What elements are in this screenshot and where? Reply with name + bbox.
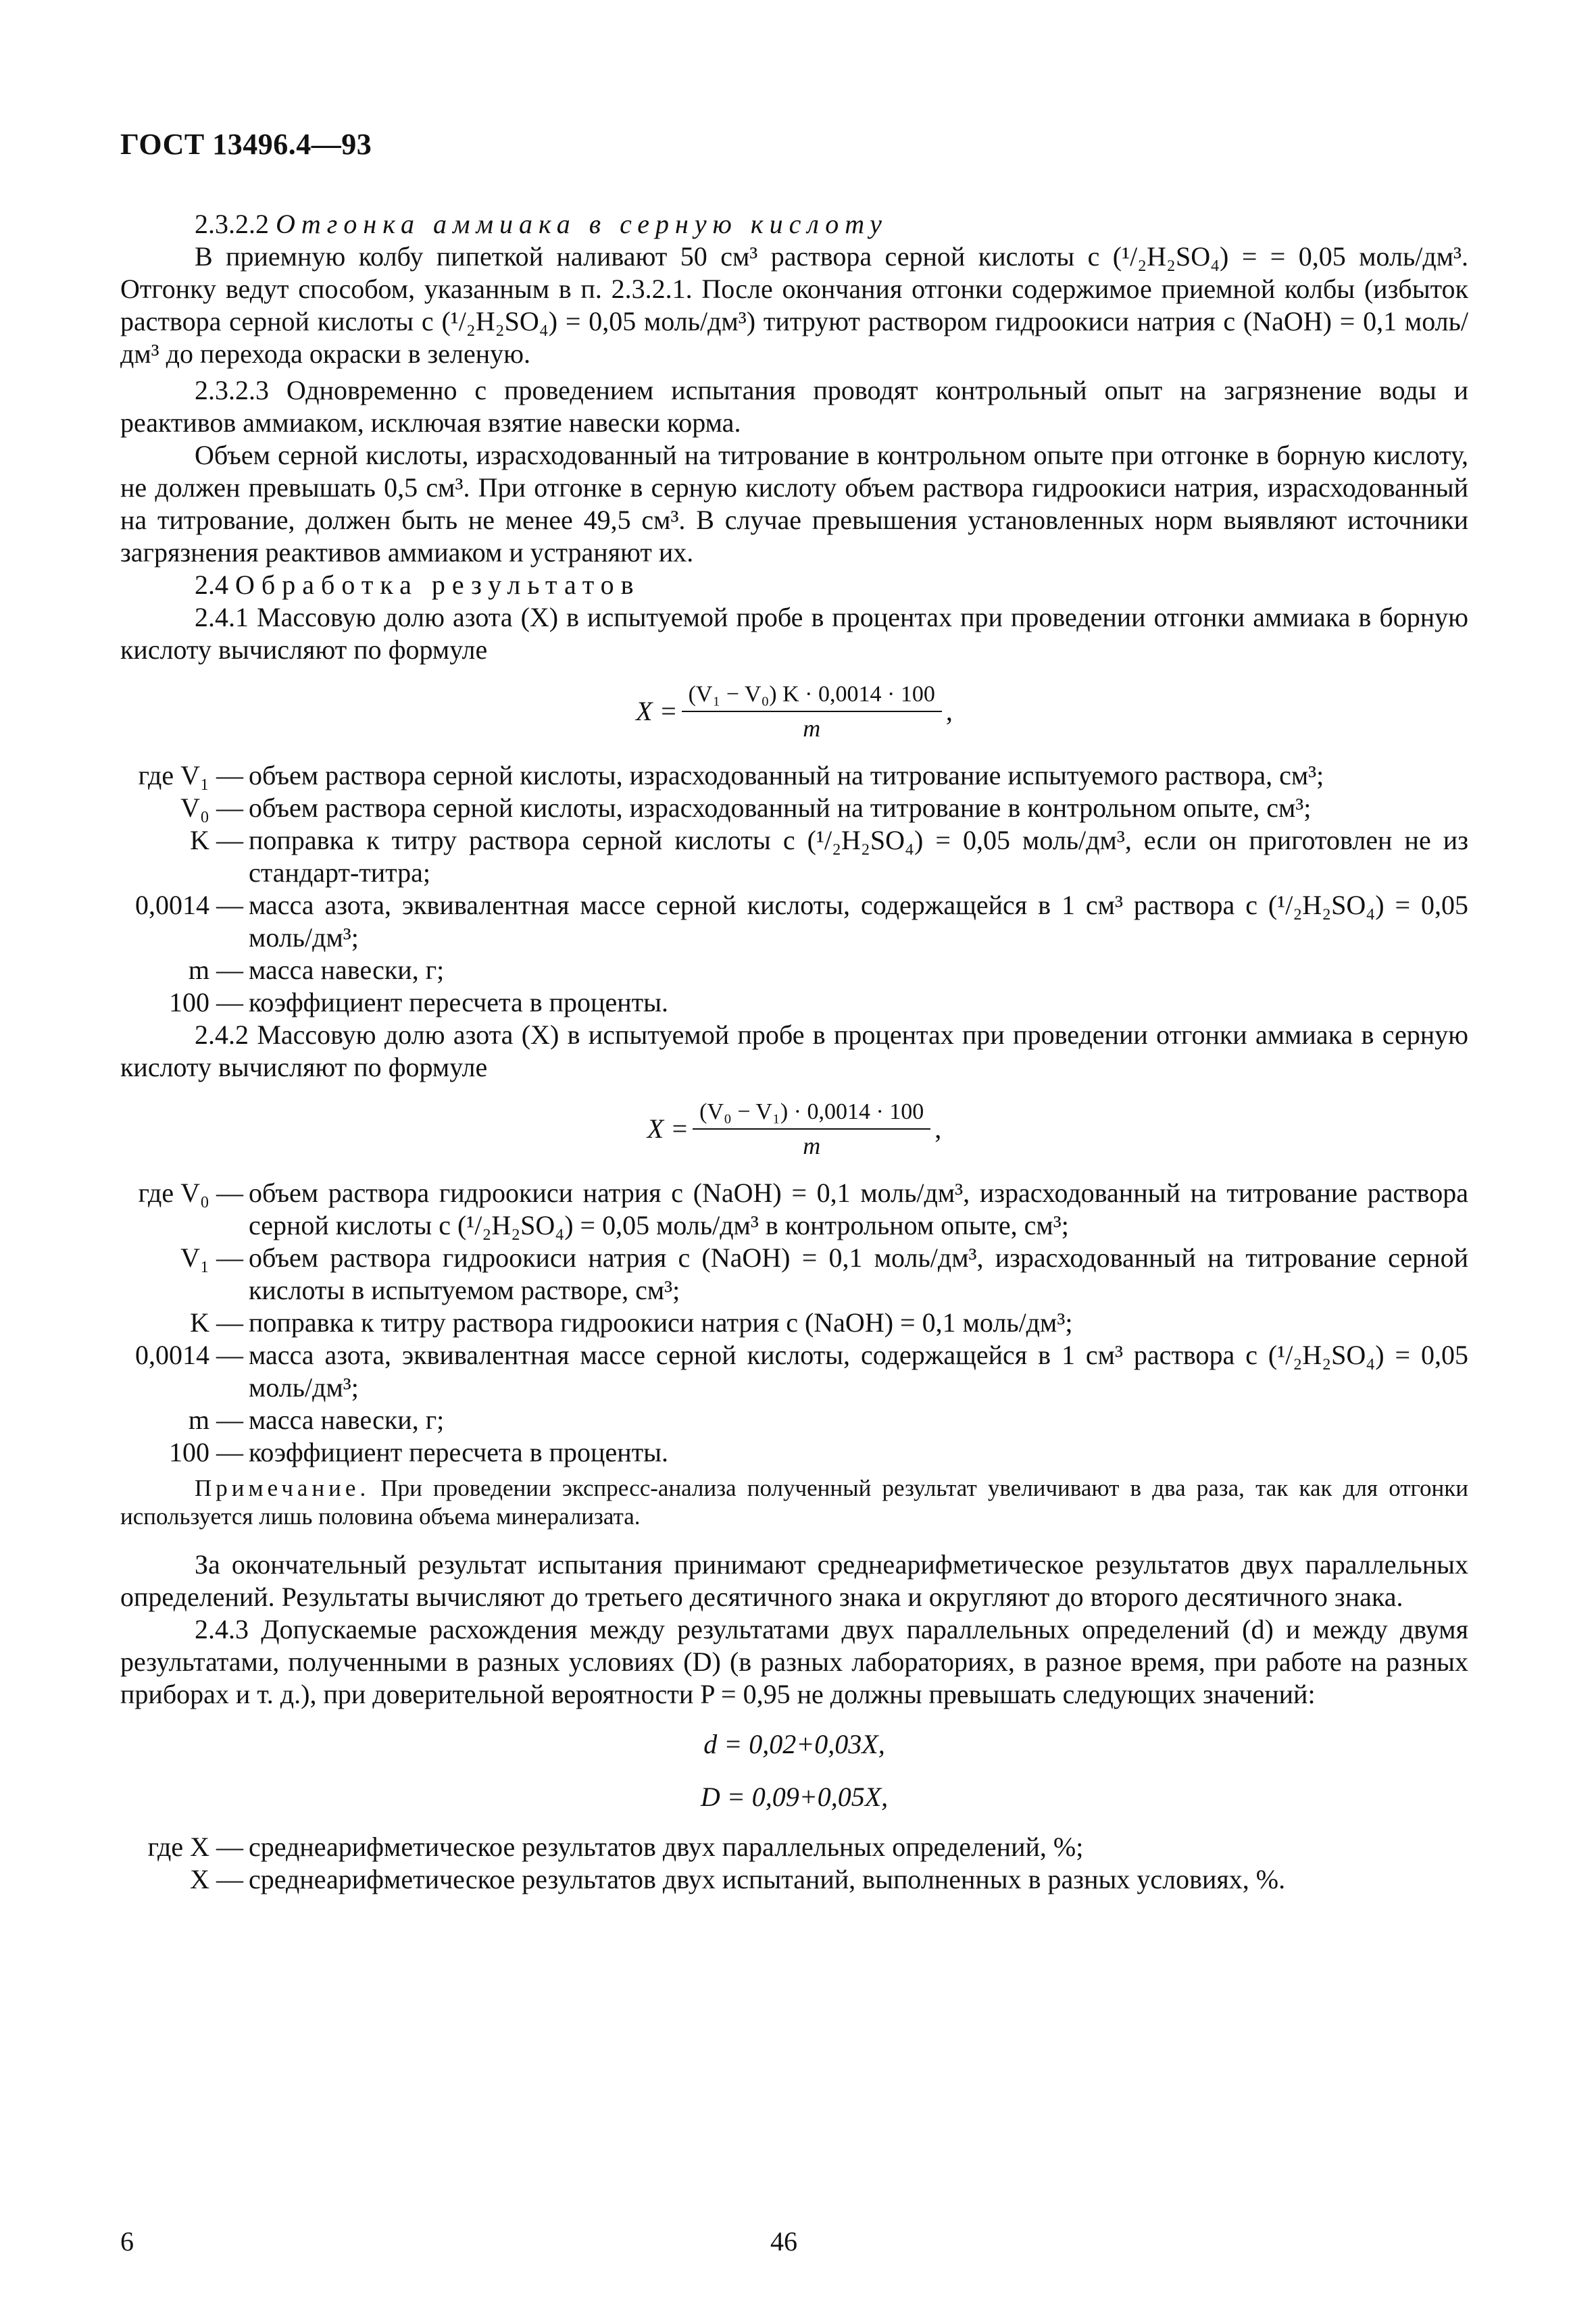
formula-numerator: (V₁ − V₀) K · 0,0014 · 100 — [682, 681, 942, 712]
legend-243 — [120, 1831, 1468, 1896]
section-243-text: 2.4.3 Допускаемые расхождения между результатами двух параллельных определений (d) и между двумя результатами, полученными в разных условиях (D) (в разных лабораториях, в разное время, при работе на разных приборах и т. д.), при доверительной вероятности P = 0,95 не должны превышать следующих значений: — [120, 1614, 1468, 1709]
legend-desc: поправка к титру раствора серной кислоты c (¹/₂H₂SO₄) = 0,05 моль/дм³, если он приготовлен не из стандарт-титра; — [249, 825, 1468, 888]
section-2322-heading — [120, 208, 1468, 241]
legend-desc: объем раствора серной кислоты, израсходованный на титрование в контрольном опыте, см³; — [249, 793, 1312, 823]
legend-term: 100 — — [169, 987, 243, 1017]
legend-242 — [120, 1177, 1468, 1469]
legend-term: V₀ — — [180, 793, 243, 823]
legend-term: 100 — — [169, 1437, 243, 1467]
legend-desc: поправка к титру раствора гидроокиси натрия c (NaOH) = 0,1 моль/дм³; — [249, 1307, 1073, 1338]
legend-term: X — — [190, 1864, 243, 1894]
formula-tail: , — [945, 696, 953, 726]
note-text: При проведении экспресс-анализа полученный результат увеличивают в два раза, так как для отгонки используется лишь половина объема минерализата. — [120, 1475, 1468, 1530]
legend-term: 0,0014 — — [135, 890, 243, 920]
legend-desc: объем раствора гидроокиси натрия c (NaOH) = 0,1 моль/дм³, израсходованный на титрование серной кислоты в испытуемом растворе, см³; — [249, 1242, 1468, 1305]
legend-desc: масса навески, г; — [249, 955, 445, 985]
legend-term: где V₁ — — [138, 760, 243, 790]
section-242-text: 2.4.2 Массовую долю азота (X) в испытуемой пробе в процентах при проведении отгонки аммиака в серную кислоту вычисляют по формуле — [120, 1020, 1468, 1082]
section-number: 2.4 — [195, 570, 228, 600]
section-title: Отгонка аммиака в серную кислоту — [276, 209, 888, 239]
legend-term: m — — [188, 955, 243, 985]
legend-term: 0,0014 — — [135, 1340, 243, 1370]
formula-denominator: m — [803, 715, 821, 742]
legend-desc: масса азота, эквивалентная массе серной кислоты, содержащейся в 1 см³ раствора c (¹/₂H₂SO₄) = 0,05 моль/дм³; — [249, 1340, 1468, 1403]
legend-term: где V₀ — — [138, 1178, 243, 1208]
legend-desc: среднеарифметическое результатов двух испытаний, выполненных в разных условиях, %. — [249, 1864, 1286, 1894]
legend-desc: объем раствора серной кислоты, израсходованный на титрование испытуемого раствора, см³; — [249, 760, 1324, 790]
legend-desc: коэффициент пересчета в проценты. — [249, 987, 668, 1017]
section-241-text: 2.4.1 Массовую долю азота (X) в испытуемой пробе в процентах при проведении отгонки аммиака в борную кислоту вычисляют по формуле — [120, 602, 1468, 665]
section-24-heading — [120, 569, 1468, 601]
formula-fraction — [693, 1099, 930, 1159]
formula-lhs: X = — [636, 696, 678, 726]
page-number-left: 6 — [120, 2226, 134, 2257]
note-paragraph — [120, 1474, 1468, 1531]
legend-term: V₁ — — [180, 1242, 243, 1273]
document-header: ГОСТ 13496.4—93 — [120, 128, 372, 161]
legend-desc: объем раствора гидроокиси натрия c (NaOH) = 0,1 моль/дм³, израсходованный на титрование раствора серной кислоты c (¹/₂H₂SO₄) = 0,05 моль/дм³ в контрольном опыте, см³; — [249, 1178, 1468, 1240]
final-result-text: За окончательный результат испытания принимают среднеарифметическое результатов двух параллельных определений. Результаты вычисляют до третьего десятичного знака и округляют до второго десятичного знака. — [120, 1549, 1468, 1612]
formula-241 — [120, 681, 1468, 742]
legend-term: K — — [190, 825, 243, 855]
legend-desc: среднеарифметическое результатов двух параллельных определений, %; — [249, 1832, 1084, 1862]
formula-fraction — [682, 681, 942, 742]
legend-desc: коэффициент пересчета в проценты. — [249, 1437, 668, 1467]
formula-d: d = 0,02+0,03X, — [703, 1729, 885, 1759]
legend-241 — [120, 759, 1468, 1019]
note-label: Примечание. — [195, 1475, 370, 1501]
formula-denominator: m — [803, 1132, 821, 1159]
section-2323-text: 2.3.2.3 Одновременно с проведением испытания проводят контрольный опыт на загрязнение воды и реактивов аммиаком, исключая взятие навески корма. — [120, 375, 1468, 438]
legend-term: где X — — [147, 1832, 243, 1862]
page-number-center: 46 — [770, 2226, 797, 2257]
formula-242 — [120, 1099, 1468, 1159]
section-2323-text2: Объем серной кислоты, израсходованный на титрование в контрольном опыте при отгонке в борную кислоту, не должен превышать 0,5 см³. При отгонке в серную кислоту объем раствора гидроокиси натрия, израсходованный на титрование, должен быть не менее 49,5 см³. В случае превышения установленных норм выявляют источники загрязнения реактивов аммиаком и устраняют их. — [120, 440, 1468, 568]
legend-desc: масса азота, эквивалентная массе серной кислоты, содержащейся в 1 см³ раствора c (¹/₂H₂SO₄) = 0,05 моль/дм³; — [249, 890, 1468, 953]
formula-D: D = 0,09+0,05X, — [700, 1782, 889, 1812]
section-title: Обработка результатов — [235, 570, 641, 600]
document-body — [120, 208, 1468, 1896]
section-number: 2.3.2.2 — [195, 209, 269, 239]
formula-numerator: (V₀ − V₁) · 0,0014 · 100 — [693, 1099, 930, 1130]
formula-tail: , — [934, 1113, 942, 1144]
formula-lhs: X = — [647, 1113, 689, 1144]
legend-term: K — — [190, 1307, 243, 1338]
legend-desc: масса навески, г; — [249, 1405, 445, 1435]
legend-term: m — — [188, 1405, 243, 1435]
section-2322-text: В приемную колбу пипеткой наливают 50 см³ раствора серной кислоты c (¹/₂H₂SO₄) = = 0,05 моль/дм³. Отгонку ведут способом, указанным в п. 2.3.2.1. После окончания отгонки содержимое приемной колбы (избыток раствора серной кислоты c (¹/₂H₂SO₄) = 0,05 моль/дм³) титруют раствором гидроокиси натрия c (NaOH) = 0,1 моль/дм³ до перехода окраски в зеленую. — [120, 241, 1468, 369]
